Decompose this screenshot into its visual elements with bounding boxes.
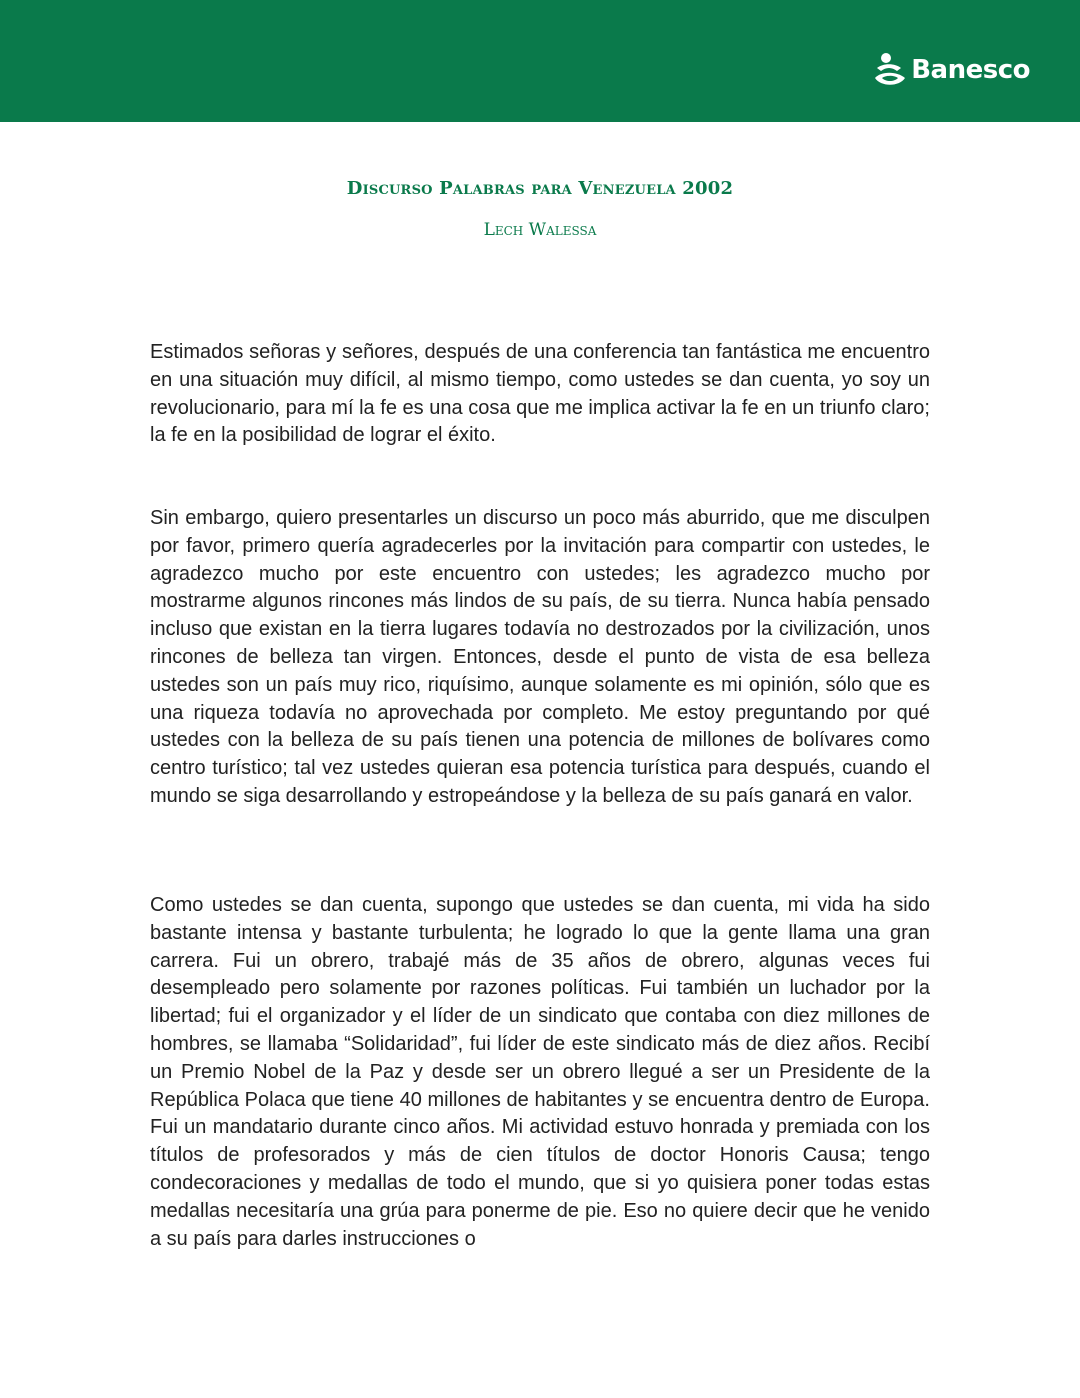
- document-title: Discurso Palabras para Venezuela 2002: [346, 178, 734, 199]
- paragraph-3: Como ustedes se dan cuenta, supongo que ustedes se dan cuenta, mi vida ha sido bastante intensa y bastante turbulenta; he logrado lo que la gente llama una gran carrera. Fui un obrero, trabajé más de 35 años de obrero, algunas veces fui desempleado pero solamente por razones políticas. Fui también un luchador por la libertad; fui el organizador y el líder de un sindicato que contaba con diez millones de hombres, se llamaba “Solidaridad”, fui líder de este sindicato más de diez años. Recibí un Premio Nobel de la Paz y desde ser un obrero llegué a ser un Presidente de la República Polaca que tiene 40 millones de habitantes y se encuentra dentro de Europa. Fui un mandatario durante cinco años. Mi actividad estuvo honrada y premiada con los títulos de profesorados y más de cien títulos de doctor Honoris Causa; tengo condecoraciones y medallas de todo el mundo, que si yo quisiera poner todas estas medallas necesitaría una grúa para ponerme de pie. Eso no quiere decir que he venido a su país para darles instrucciones o: [150, 894, 930, 1250]
- paragraph-2: Sin embargo, quiero presentarles un discurso un poco más aburrido, que me disculpen por favor, primero quería agradecerles por la invitación para compartir con ustedes, le agradezco mucho por este encuentro con ustedes; les agradezco mucho por mostrarme algunos rincones más lindos de su país, de su tierra. Nunca había pensado incluso que existan en la tierra lugares todavía no destrozados por la civilización, unos rincones de belleza tan virgen. Entonces, desde el punto de vista de esa belleza ustedes son un país muy rico, riquísimo, aunque solamente es mi opinión, sólo que es una riqueza todavía no aprovechada por completo. Me estoy preguntando por qué ustedes con la belleza de su país tienen una potencia de millones de bolívares como centro turístico; tal vez ustedes quieran esa potencia turística para después, cuando el mundo se siga desarrollando y estropeándose y la belleza de su país ganará en valor.: [150, 507, 930, 807]
- brand-logo: [873, 50, 1030, 90]
- banesco-logo-icon: [873, 51, 907, 89]
- paragraph-1: Estimados señoras y señores, después de una conferencia tan fantástica me encuentro en una situación muy difícil, al mismo tiempo, como ustedes se dan cuenta, yo soy un revolucionario, para mí la fe es una cosa que me implica activar la fe en un triunfo claro; la fe en la posibilidad de lograr el éxito.: [150, 341, 930, 447]
- header-bar: [0, 0, 1080, 122]
- document-author: Lech Walessa: [483, 220, 597, 240]
- brand-name: Banesco: [911, 55, 1030, 85]
